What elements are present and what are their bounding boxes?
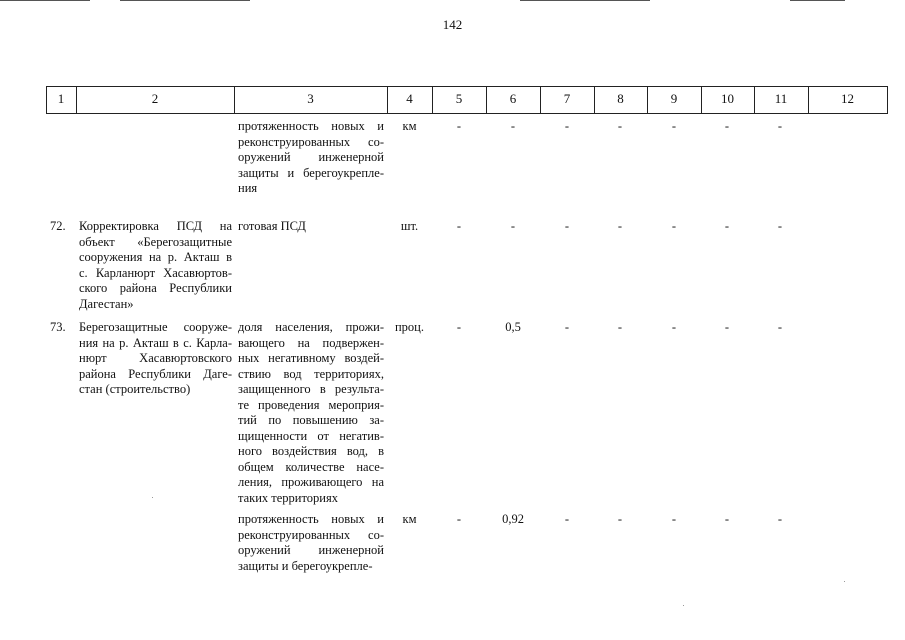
indicator-line: реконструированных со- (238, 527, 384, 542)
event-name-line: нюрт Хасавюртовского (79, 351, 232, 365)
event-name-line: с. Карланюрт Хасавюртов- (79, 265, 232, 280)
indicator-value: - (777, 320, 783, 334)
event-name-line: Корректировка ПСД на (79, 219, 232, 233)
indicator-line: те проведения мероприя- (238, 397, 384, 412)
indicator-line: протяженность новых и (238, 512, 384, 526)
scan-edge-line (520, 0, 650, 1)
event-name-line: Дагестан» (79, 296, 134, 311)
indicator-value: 0,5 (505, 320, 521, 334)
indicator-line: протяженность новых и (238, 119, 384, 133)
indicator-value: - (777, 119, 783, 133)
indicator-value: - (564, 320, 570, 334)
indicator-value: - (510, 119, 516, 133)
indicator-value: - (564, 219, 570, 233)
column-header: 11 (774, 91, 788, 106)
unit-of-measure: шт. (400, 219, 419, 233)
indicator-line: общем количестве насе- (238, 459, 384, 474)
header-top-border (46, 86, 887, 87)
indicator-line: вающего на подвержен- (238, 335, 384, 350)
event-name-line: района Республики Даге- (79, 366, 232, 381)
indicator-line: щищенности от негатив- (238, 428, 384, 443)
event-name-line: Берегозащитные сооруже- (79, 320, 232, 334)
column-header: 3 (307, 91, 314, 106)
indicator-value: - (671, 512, 677, 526)
indicator-value: - (564, 512, 570, 526)
event-name-line: объект «Берегозащитные (79, 234, 232, 249)
indicator-value: - (456, 320, 462, 334)
row-number: 73. (50, 320, 66, 334)
scan-speck (683, 605, 684, 606)
indicator-value: - (777, 219, 783, 233)
indicator-line: таких территориях (238, 490, 338, 505)
column-header: 9 (670, 91, 678, 106)
column-header: 4 (406, 91, 413, 106)
event-name-line: стан (строительство) (79, 382, 191, 396)
indicator-line: защищенного в результа- (238, 382, 384, 396)
indicator-value: - (671, 119, 677, 133)
unit-of-measure: проц. (394, 320, 424, 334)
indicator-value: - (617, 512, 623, 526)
header-column-divider (887, 86, 888, 114)
indicator-line: ных негативному воздей- (238, 351, 384, 365)
scan-edge-line (790, 0, 845, 1)
indicator-value: - (724, 320, 730, 334)
column-header: 12 (841, 91, 854, 106)
row-number: 72. (50, 219, 66, 233)
indicator-value: - (724, 219, 730, 233)
indicator-line: защиты и берегоукрепле- (238, 558, 373, 573)
indicator-line: ления, проживающего на (238, 475, 384, 489)
column-header: 10 (721, 91, 734, 106)
indicator-line: оружений инженерной (238, 150, 384, 164)
indicator-line: реконструированных со- (238, 134, 384, 149)
scan-edge-line (0, 0, 90, 1)
header-bottom-border (46, 113, 887, 114)
indicator-value: 0,92 (502, 512, 524, 526)
column-header: 2 (151, 91, 159, 106)
indicator-value: - (456, 512, 462, 526)
indicator-value: - (510, 219, 516, 233)
column-header: 7 (563, 91, 571, 106)
unit-of-measure: км (402, 119, 417, 133)
indicator-value: - (456, 219, 462, 233)
indicator-line: оружений инженерной (238, 543, 384, 557)
indicator-value: - (564, 119, 570, 133)
indicator-line: ния (238, 181, 258, 195)
indicator-line: ного воздействия вод, в (238, 444, 384, 458)
indicator-line: защиты и берегоукрепле- (238, 165, 384, 180)
column-header: 6 (509, 91, 517, 106)
indicator-value: - (617, 320, 623, 334)
indicator-value: - (777, 512, 783, 526)
event-name-line: ского района Республики (79, 281, 232, 295)
indicator-value: - (724, 119, 730, 133)
indicator-value: - (724, 512, 730, 526)
unit-of-measure: км (402, 512, 417, 526)
column-header: 1 (57, 91, 65, 106)
indicator-value: - (671, 320, 677, 334)
event-name-line: сооружения на р. Акташ в (79, 250, 232, 264)
indicator-line: тий по повышению за- (238, 413, 384, 427)
page-number: 142 (442, 17, 463, 32)
indicator-line: доля населения, прожи- (238, 320, 384, 334)
indicator-value: - (456, 119, 462, 133)
indicator-line: готовая ПСД (238, 219, 306, 233)
indicator-value: - (617, 219, 623, 233)
scan-speck (152, 497, 153, 498)
column-header: 5 (455, 91, 463, 106)
indicator-value: - (617, 119, 623, 133)
event-name-line: ния на р. Акташ в с. Карла- (79, 335, 232, 350)
scan-speck (844, 581, 845, 582)
column-header: 8 (617, 91, 624, 106)
indicator-value: - (671, 219, 677, 233)
indicator-line: ствию вод территориях, (238, 366, 384, 381)
scan-edge-line (120, 0, 250, 1)
